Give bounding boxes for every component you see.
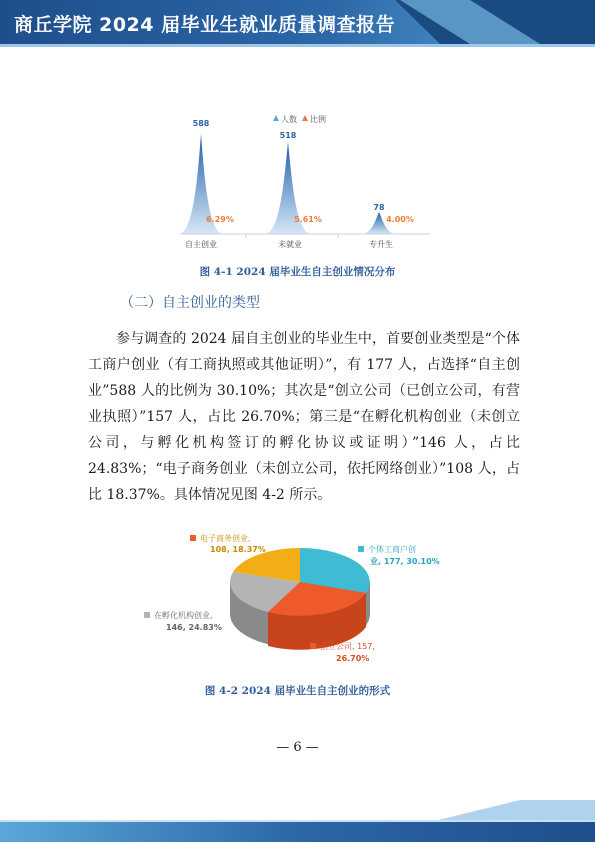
label-incubator: 在孵化机构创业, bbox=[154, 611, 213, 620]
data-label-ratio: 4.00% bbox=[386, 215, 414, 224]
value-individual: 业, 177, 30.10% bbox=[370, 557, 440, 566]
legend-ratio-marker bbox=[302, 115, 308, 121]
page-footer bbox=[0, 800, 595, 842]
data-label-people: 78 bbox=[373, 203, 385, 212]
category-label: 未就业 bbox=[278, 240, 302, 249]
category-label: 专升生 bbox=[369, 240, 393, 249]
entrepreneurship-distribution-chart bbox=[180, 112, 430, 258]
label-ecommerce: 电子商务创业, bbox=[200, 534, 251, 543]
data-label-ratio: 6.29% bbox=[206, 215, 234, 224]
data-label-people: 588 bbox=[192, 119, 210, 128]
value-incubator: 146, 24.83% bbox=[166, 623, 222, 632]
value-company: 26.70% bbox=[336, 654, 370, 663]
legend-people: 人数 bbox=[281, 115, 297, 124]
page-header bbox=[0, 0, 595, 50]
label-company: 创立公司, 157, bbox=[320, 642, 375, 651]
data-label-people: 518 bbox=[279, 131, 297, 140]
data-label-ratio: 5.61% bbox=[294, 215, 322, 224]
chart-legend bbox=[273, 114, 326, 124]
section-title: （二）自主创业的类型 bbox=[120, 295, 260, 311]
label-individual: 个体工商户创 bbox=[368, 545, 416, 554]
label-marker bbox=[310, 643, 316, 649]
figure-caption-4-1: 图 4-1 2024 届毕业生自主创业情况分布 bbox=[199, 266, 396, 278]
figure-caption-4-2: 图 4-2 2024 届毕业生自主创业的形式 bbox=[204, 685, 391, 697]
legend-ratio: 比例 bbox=[310, 115, 326, 124]
label-marker bbox=[190, 535, 196, 541]
body-text bbox=[88, 326, 520, 508]
report-title: 商丘学院 2024 届毕业生就业质量调查报告 bbox=[14, 14, 396, 36]
category-label: 自主创业 bbox=[185, 240, 217, 249]
label-marker bbox=[144, 612, 150, 618]
value-ecommerce: 108, 18.37% bbox=[210, 545, 266, 554]
footer-banner bbox=[0, 800, 595, 842]
label-marker bbox=[358, 546, 364, 552]
legend-people-marker bbox=[273, 115, 279, 121]
entrepreneurship-type-pie bbox=[130, 532, 460, 672]
paragraph: 参与调查的 2024 届自主创业的毕业生中，首要创业类型是“个体工商户创业（有工商执照或其他证明）”，有 177 人，占选择“自主创业”588 人的比例为 30.10%；其次是“创立公司（已创立公司，有营业执照）”157 人，占比 26.70%；第三是“在孵化机构创业（未创立公司，与孵化机构签订的孵化协议或证明）”146 人，占比 24.83%；“电子商务创业（未创立公司，依托网络创业）”108 人，占比 18.37%。具体情况见图 4-2 所示。 bbox=[88, 331, 520, 503]
page-number: — 6 — bbox=[276, 740, 319, 755]
